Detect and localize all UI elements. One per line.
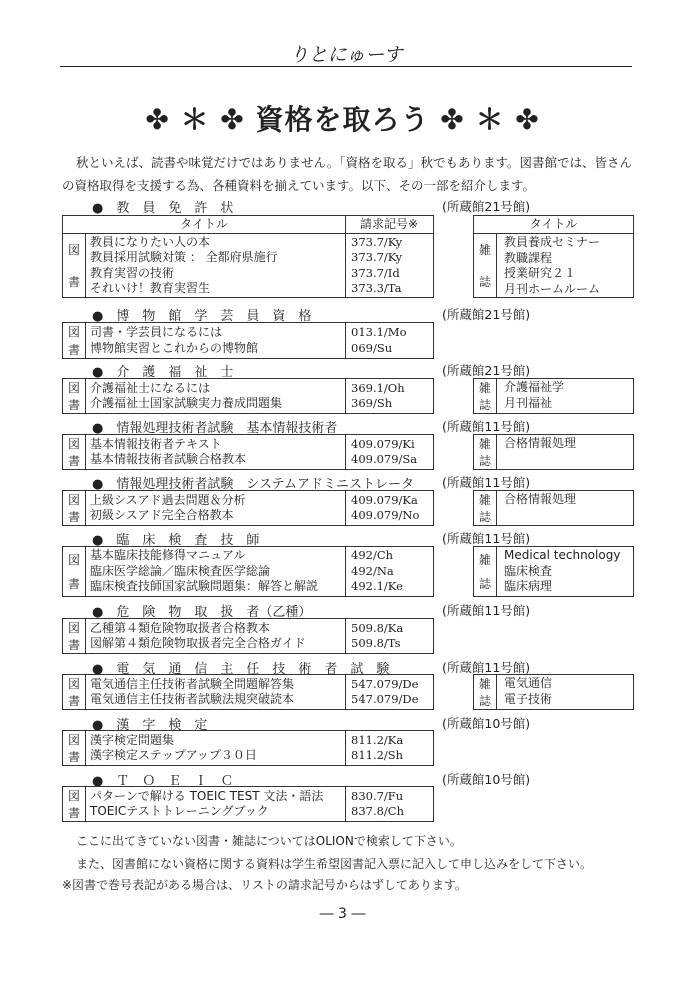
- book-table: [62, 434, 434, 470]
- magazine-table: [473, 674, 634, 710]
- section-location: (所蔵館21号館): [442, 307, 531, 322]
- call-number: 409.079/Ka: [351, 492, 418, 507]
- book-title: TOEICテストトレーニングブック: [90, 804, 269, 818]
- call-number: 492/Ch: [351, 548, 394, 563]
- book-list: [90, 437, 433, 468]
- book-row: [90, 692, 433, 708]
- book-row: [90, 250, 433, 266]
- magazine-title: 臨床検査: [504, 563, 553, 578]
- section-heading: ● 情報処理技術者試験 基本情報技術者: [92, 421, 338, 436]
- book-label-char: 書: [67, 750, 80, 764]
- section-location: (所蔵館11号館): [442, 475, 531, 490]
- magazine-label: [474, 435, 497, 469]
- book-label: [63, 787, 86, 821]
- section-heading: ● 臨 床 検 査 技 師: [92, 533, 260, 548]
- book-list: [90, 325, 433, 356]
- book-row: [90, 508, 433, 524]
- book-label-char: 書: [67, 454, 80, 468]
- book-table: [62, 215, 434, 298]
- call-number: 837.8/Ch: [351, 804, 405, 818]
- footer-note-3: ※図書で巻号表記がある場合は、リストの請求記号からはずしてあります。: [62, 878, 467, 892]
- section-heading: ● 情報処理技術者試験 システムアドミニストレータ: [92, 477, 415, 492]
- book-row: [90, 281, 433, 297]
- book-label-char: 図: [67, 493, 80, 507]
- call-number: 409.079/Sa: [351, 452, 418, 466]
- book-title: それいけ！教育実習生: [90, 281, 211, 295]
- call-number: 509.8/Ka: [351, 620, 404, 635]
- section-location: (所蔵館11号館): [442, 603, 531, 618]
- book-title: 電気通信主任技術者試験法規突破読本: [90, 692, 295, 706]
- section-heading: ● 博 物 館 学 芸 員 資 格: [92, 309, 312, 324]
- book-table: [62, 378, 434, 414]
- book-title: 初級シスアド完全合格教本: [90, 508, 234, 522]
- book-list: [90, 493, 433, 524]
- magazine-label-char: 雑: [478, 493, 491, 507]
- magazine-list: [504, 492, 576, 508]
- book-title: 漢字検定問題集: [90, 732, 175, 747]
- magazine-label-char: 雑: [478, 243, 491, 258]
- magazine-label: [474, 379, 497, 413]
- book-title: 電気通信主任技術者試験全問題解答集: [90, 676, 295, 691]
- book-row: [90, 564, 433, 580]
- magazine-list: [504, 436, 576, 452]
- footer-note-1: ここに出てきていない図書・雑誌についてはOLIONで検索して下さい。: [76, 834, 462, 848]
- book-title: 教員になりたい人の本: [90, 234, 211, 249]
- book-label: [63, 491, 86, 525]
- book-list: [90, 677, 433, 708]
- book-label-char: 図: [67, 243, 80, 258]
- magazine-table: [473, 434, 634, 470]
- magazine-title: 教職課程: [504, 250, 553, 265]
- call-number: 373.7/Id: [351, 265, 400, 280]
- intro-paragraph: 秋といえば、読書や味覚だけではありません。「資格を取る」秋でもあります。図書館では、皆さんの資格取得を支援する為、各種資料を揃えています。以下、その一部を紹介します。: [62, 155, 633, 193]
- magazine-title: 臨床病理: [504, 579, 553, 593]
- book-row: [90, 677, 433, 693]
- book-label-char: 図: [67, 789, 80, 803]
- call-number: 409.079/Ki: [351, 436, 415, 451]
- book-row: [90, 804, 433, 820]
- page-title: ✤ ＊ ✤ 資格を取ろう ✤ ＊ ✤: [145, 103, 540, 136]
- book-label-char: 書: [67, 510, 80, 524]
- call-number: 373.3/Ta: [351, 281, 402, 295]
- title-column-header: タイトル: [63, 216, 345, 234]
- book-title: 臨床検査技師国家試験問題集：解答と解説: [90, 579, 319, 594]
- book-table: [62, 322, 434, 359]
- section-location: (所蔵館10号館): [442, 716, 531, 731]
- book-label: [63, 731, 86, 765]
- book-label: [63, 234, 86, 297]
- magazine-table: [473, 546, 634, 597]
- book-row: [90, 452, 433, 468]
- book-title: 乙種第４類危険物取扱者合格教本: [90, 620, 271, 635]
- section-location: (所蔵館21号館): [442, 199, 531, 214]
- book-row: [90, 437, 433, 453]
- book-row: [90, 748, 433, 764]
- magazine-title: 合格情報処理: [504, 492, 577, 506]
- call-number: 369.1/Oh: [351, 380, 405, 395]
- magazine-title: 授業研究２１: [504, 266, 577, 280]
- book-label-char: 図: [67, 381, 80, 395]
- magazine-title-header: タイトル: [474, 216, 633, 234]
- magazine-title: 教員養成セミナー: [504, 235, 601, 249]
- book-label: [63, 675, 86, 709]
- magazine-title: 介護福祉学: [504, 380, 565, 394]
- book-label: [63, 323, 86, 358]
- book-title: 博物館実習とこれからの博物館: [90, 340, 259, 355]
- book-row: [90, 621, 433, 637]
- section-heading: ● Ｔ Ｏ Ｅ Ｉ Ｃ: [92, 774, 234, 789]
- book-list: [90, 548, 433, 595]
- book-table: [62, 674, 434, 710]
- section-heading: ● 介 護 福 祉 士: [92, 365, 234, 380]
- book-row: [90, 325, 433, 341]
- book-list: [90, 621, 433, 652]
- magazine-list: [504, 676, 552, 707]
- book-list: [90, 789, 433, 820]
- book-title: 介護福祉士国家試験実力養成問題集: [90, 396, 283, 410]
- book-label-char: 図: [67, 437, 80, 451]
- section-location: (所蔵館11号館): [442, 531, 531, 546]
- section-heading: ● 漢 字 検 定: [92, 718, 208, 733]
- magazine-label-char: 雑: [478, 437, 491, 451]
- book-row: [90, 636, 433, 652]
- book-title: 基本情報技術者試験合格教本: [90, 452, 247, 466]
- book-row: [90, 789, 433, 805]
- magazine-label-char: 誌: [478, 398, 491, 412]
- magazine-label: [474, 234, 497, 297]
- book-label-char: 書: [67, 577, 80, 592]
- call-number: 509.8/Ts: [351, 636, 401, 650]
- book-title: 基本情報技術者テキスト: [90, 436, 222, 451]
- magazine-title: 合格情報処理: [504, 436, 577, 450]
- book-label-char: 書: [67, 398, 80, 412]
- call-number: 069/Su: [351, 340, 393, 355]
- section-heading: ● 教 員 免 許 状: [92, 201, 234, 216]
- section-location: (所蔵館21号館): [442, 363, 531, 378]
- book-row: [90, 493, 433, 509]
- book-title: パターンで解ける TOEIC TEST 文法・語法: [90, 788, 324, 803]
- footer-note-2: また、図書館にない資格に関する資料は学生希望図書記入票に記入して申し込みをして下さい。: [76, 857, 593, 871]
- book-label-char: 書: [67, 274, 80, 289]
- magazine-label-char: 誌: [478, 694, 491, 708]
- book-label-char: 図: [67, 621, 80, 635]
- book-row: [90, 235, 433, 251]
- book-label-char: 書: [67, 806, 80, 820]
- call-number: 492.1/Ke: [351, 579, 403, 594]
- call-number: 830.7/Fu: [351, 788, 404, 803]
- magazine-label-char: 誌: [478, 454, 491, 468]
- book-title: 教員採用試験対策 ： 全都府県施行: [90, 250, 278, 264]
- book-row: [90, 733, 433, 749]
- book-table: [62, 546, 434, 597]
- book-table: [62, 490, 434, 526]
- section-heading: ● 危 険 物 取 扱 者（乙種）: [92, 605, 312, 620]
- magazine-label-char: 誌: [478, 510, 491, 524]
- magazine-list: [504, 235, 600, 297]
- call-number: 369/Sh: [351, 396, 393, 410]
- book-title: 教育実習の技術: [90, 265, 175, 280]
- section-heading: ● 電 気 通 信 主 任 技 術 者 試 験: [92, 662, 390, 677]
- magazine-label-char: 誌: [478, 274, 491, 289]
- book-label-char: 書: [67, 342, 80, 357]
- book-table: [62, 786, 434, 822]
- book-row: [90, 396, 433, 412]
- magazine-label-char: 誌: [478, 577, 491, 592]
- magazine-label: [474, 675, 497, 709]
- call-number: 409.079/No: [351, 508, 420, 522]
- book-list: [90, 733, 433, 764]
- book-label: [63, 547, 86, 596]
- section-location: (所蔵館10号館): [442, 772, 531, 787]
- call-number: 811.2/Sh: [351, 748, 404, 762]
- book-list: [90, 235, 433, 297]
- book-label: [63, 435, 86, 469]
- magazine-title: Medical technology: [504, 548, 621, 562]
- magazine-title: 電子技術: [504, 691, 553, 706]
- call-number: 811.2/Ka: [351, 732, 404, 747]
- book-title: 臨床医学総論／臨床検査医学総論: [90, 563, 271, 578]
- book-title: 上級シスアド過去問題＆分析: [90, 492, 246, 507]
- magazine-table: [473, 378, 634, 414]
- book-title: 漢字検定ステップアップ３０日: [90, 748, 257, 762]
- book-label-char: 図: [67, 677, 80, 691]
- magazine-label: [474, 547, 497, 596]
- book-row: [90, 341, 433, 357]
- book-label-char: 図: [67, 325, 80, 340]
- call-number: 013.1/Mo: [351, 325, 407, 339]
- magazine-list: [504, 380, 564, 411]
- call-number: 547.079/De: [351, 676, 419, 691]
- magazine-title: 月刊ホームルーム: [504, 281, 601, 296]
- page-number: ― 3 ―: [319, 906, 366, 922]
- call-number: 373.7/Ky: [351, 250, 403, 264]
- book-table: [62, 730, 434, 766]
- book-label-char: 図: [67, 733, 80, 747]
- call-number: 492/Na: [351, 563, 394, 578]
- book-title: 介護福祉士になるには: [90, 380, 211, 395]
- section-location: (所蔵館11号館): [442, 660, 531, 675]
- book-row: [90, 266, 433, 282]
- newsletter-title: りとにゅーす: [289, 44, 403, 66]
- header-rule: [60, 66, 632, 67]
- book-title: 司書・学芸員になるには: [90, 325, 223, 339]
- callno-column-header: 請求記号※: [345, 216, 433, 234]
- book-label-char: 書: [67, 638, 80, 652]
- call-number: 373.7/Ky: [351, 234, 403, 249]
- book-label-char: 図: [67, 552, 80, 567]
- magazine-list: [504, 548, 620, 595]
- magazine-title: 電気通信: [504, 676, 553, 690]
- magazine-label-char: 雑: [478, 381, 491, 395]
- book-row: [90, 579, 433, 595]
- section-location: (所蔵館11号館): [442, 419, 531, 434]
- magazine-title: 月刊福祉: [504, 395, 553, 410]
- call-number: 547.079/De: [351, 692, 419, 706]
- book-row: [90, 381, 433, 397]
- magazine-table: [473, 215, 634, 298]
- book-title: 図解第４類危険物取扱者完全合格ガイド: [90, 636, 306, 650]
- book-table: [62, 618, 434, 654]
- book-label-char: 書: [67, 694, 80, 708]
- book-label: [63, 379, 86, 413]
- magazine-table: [473, 490, 634, 526]
- book-list: [90, 381, 433, 412]
- magazine-label: [474, 491, 497, 525]
- book-title: 基本臨床技能修得マニュアル: [90, 548, 246, 563]
- book-row: [90, 548, 433, 564]
- magazine-label-char: 雑: [478, 677, 491, 691]
- book-label: [63, 619, 86, 653]
- magazine-label-char: 雑: [478, 552, 491, 567]
